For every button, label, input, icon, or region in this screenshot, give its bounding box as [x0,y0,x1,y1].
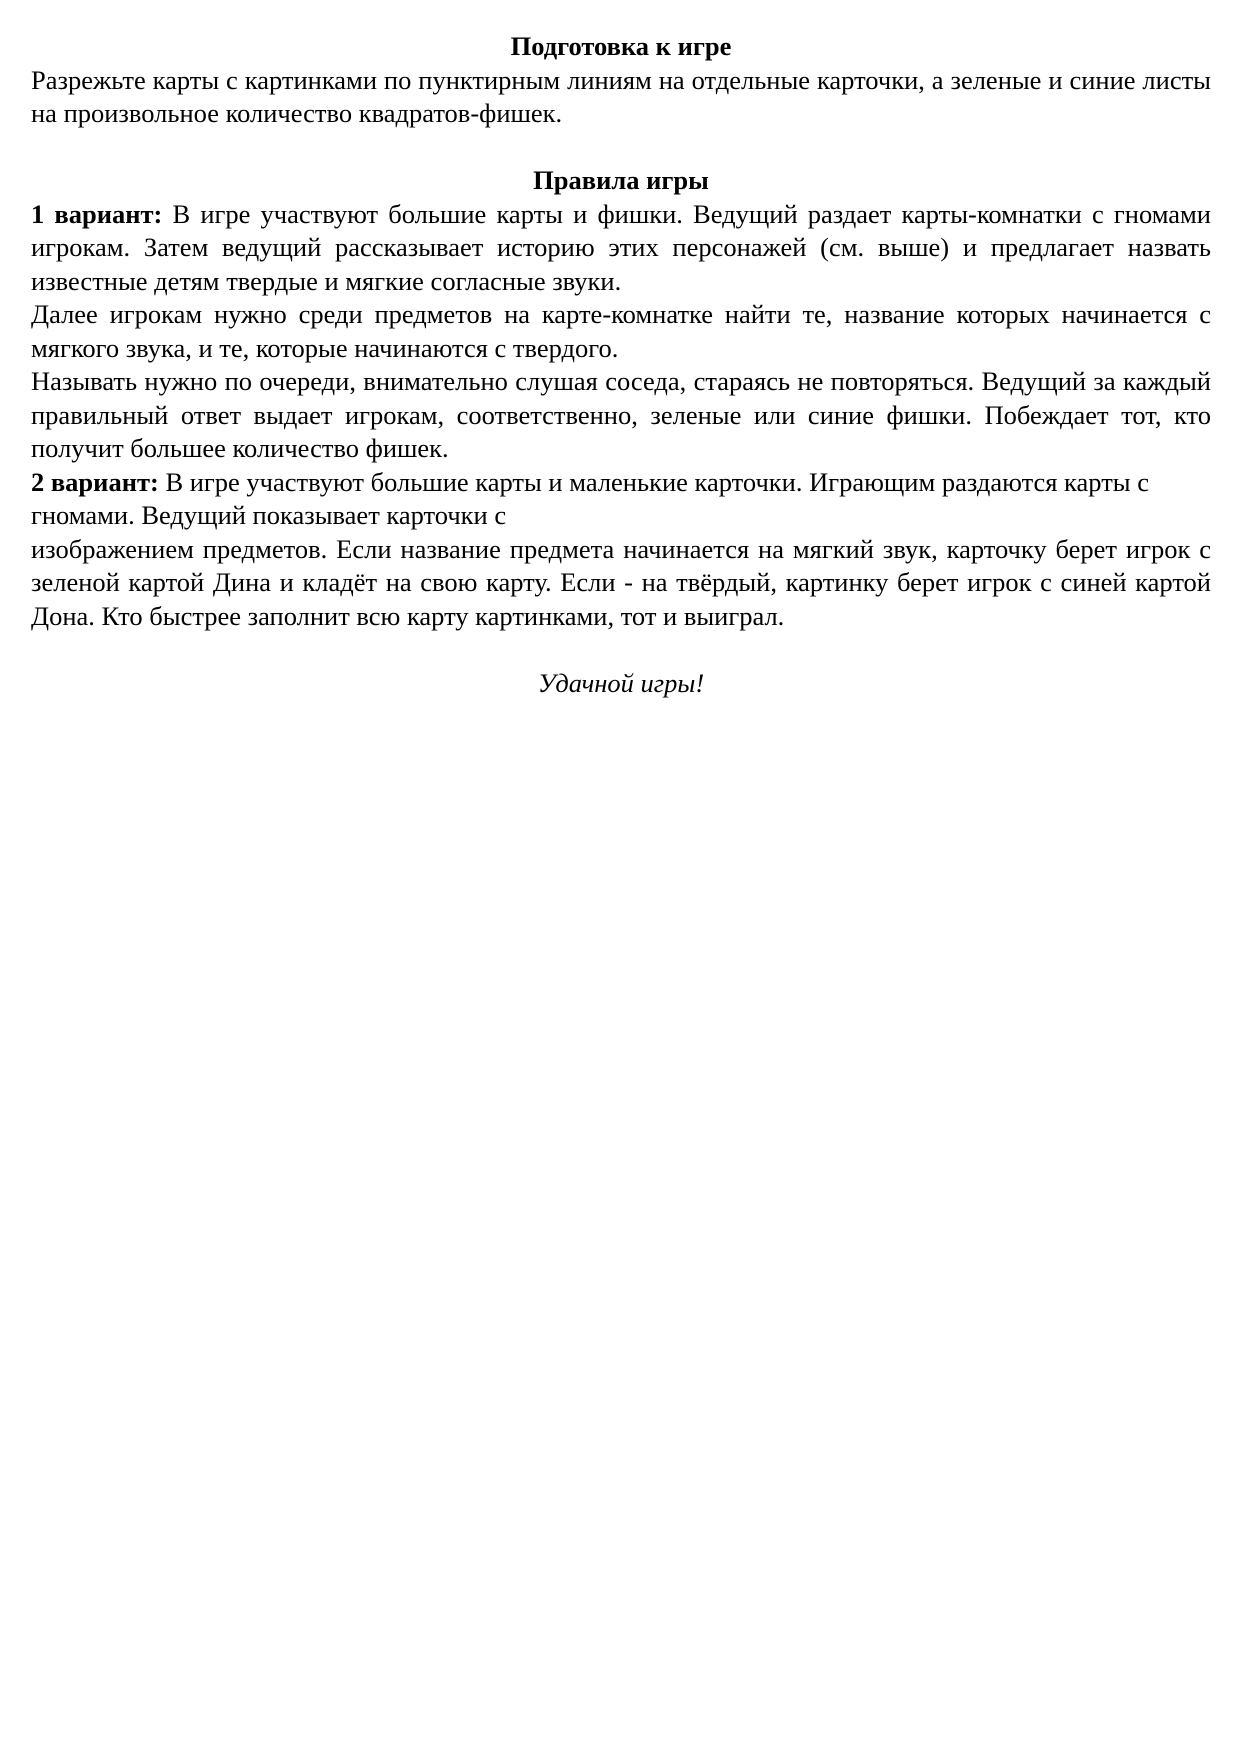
closing-gap [31,633,1211,667]
rules-heading: Правила игры [533,165,709,195]
rules-paragraph-2: Далее игрокам нужно среди предметов на карте-комнатке найти те, название которых начинается с мягкого звука, и те, которые начинаются с твердого. [31,299,1211,363]
closing-text: Удачной игры! [537,667,705,698]
variant-2-label: 2 вариант: [31,466,159,497]
preparation-heading: Подготовка к игре [510,31,732,61]
document-page [31,30,1211,700]
variant-1-label: 1 вариант: [31,198,163,229]
variant-2-paragraph [31,466,1211,533]
variant-1-paragraph [31,198,1211,299]
variant-2-text: В игре участвуют большие карты и маленькие карточки. Играющим раздаются карты с гномами. Ведущий показывает карточки с [31,466,1149,530]
rules-paragraph-3: Называть нужно по очереди, внимательно слушая соседа, стараясь не повторяться. Ведущий за каждый правильный ответ выдает игрокам, соответственно, зеленые или синие фишки. Побеждает тот, кто получит большее количество фишек. [31,366,1211,463]
preparation-text: Разрежьте карты с картинками по пунктирным линиям на отдельные карточки, а зеленые и синие листы на произвольное количество квадратов-фишек. [31,64,1211,128]
variant-1-text: В игре участвуют большие карты и фишки. Ведущий раздает карты-комнатки с гномами игрокам. Затем ведущий рассказывает историю этих персонажей (см. выше) и предлагает назвать известные детям твердые и мягкие согласные звуки. [31,198,1211,296]
rules-paragraph-5: изображением предметов. Если название предмета начинается на мягкий звук, карточку берет игрок с зеленой картой Дина и кладёт на свою карту. Если - на твёрдый, картинку берет игрок с синей картой Дона. Кто быстрее заполнит всю карту картинками, тот и выиграл. [31,533,1211,631]
section-gap [31,131,1211,165]
